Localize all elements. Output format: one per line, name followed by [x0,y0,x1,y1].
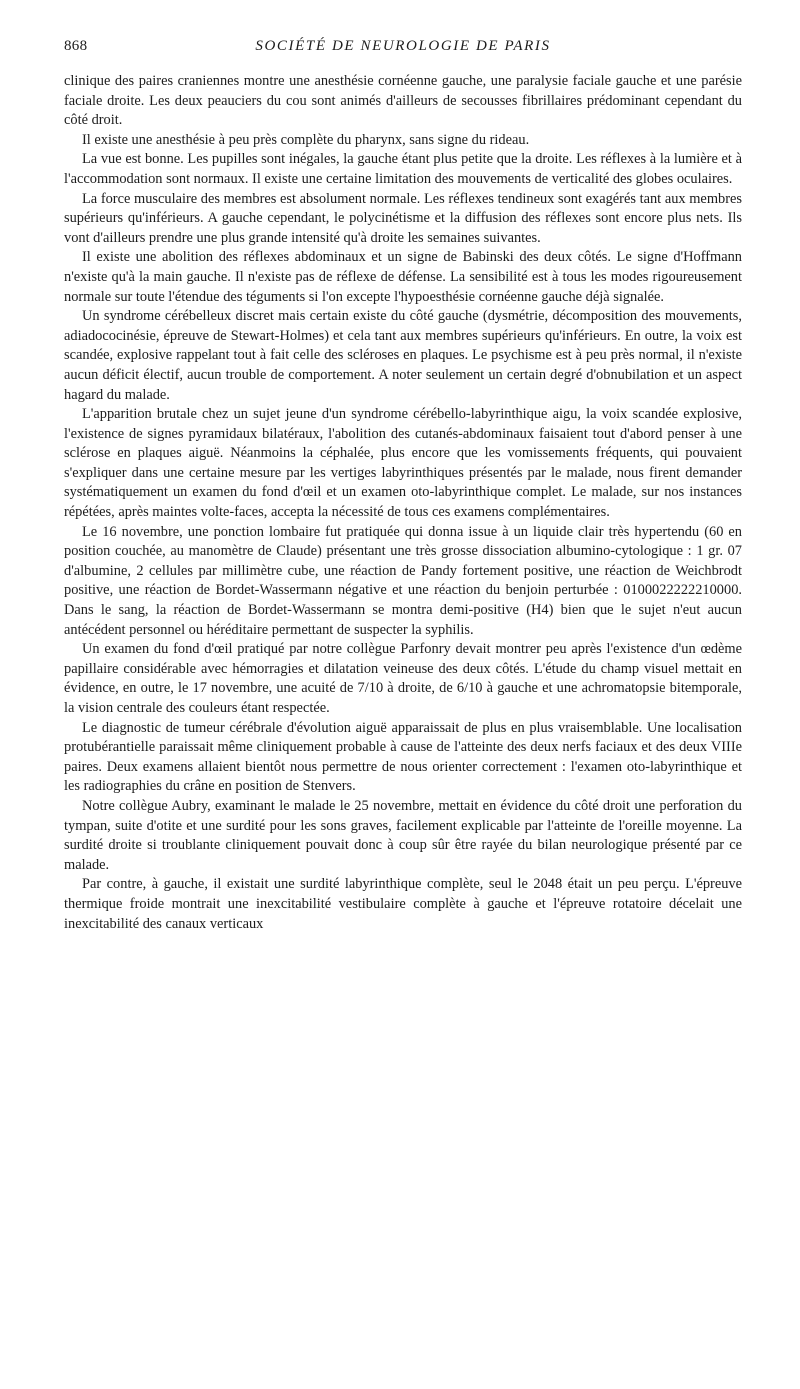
page-number: 868 [64,38,88,54]
document-page [64,38,742,934]
paragraph: Notre collègue Aubry, examinant le malade le 25 novembre, mettait en évidence du côté droit une perforation du tympan, suite d'otite et une surdité pour les sons graves, facilement explicable par l'atteinte de l'oreille moyenne. La surdité droite si troublante cliniquement pouvait donc à coup sûr être rayée du bilan neurologique présenté par ce malade. [64,797,742,873]
paragraph: Il existe une anesthésie à peu près complète du pharynx, sans signe du rideau. [82,131,530,148]
paragraph: Le 16 novembre, une ponction lombaire fut pratiquée qui donna issue à un liquide clair très hypertendu (60 en position couchée, au manomètre de Claude) présentant une très grosse dissociation albumino-cytologique : 1 gr. 07 d'albumine, 2 cellules par millimètre cube, une réaction de Pandy fortement positive, une réaction de Weichbrodt positive, une réaction de Bordet-Wassermann négative et une réaction du benjoin perturbée : 0100022222210000. Dans le sang, la réaction de Bordet-Wassermann se montra demi-positive (H4) bien que le sujet n'eut aucun antécédent personnel ou héréditaire permettant de suspecter la syphilis. [64,523,742,638]
running-head [64,38,742,64]
paragraph: Il existe une abolition des réflexes abdominaux et un signe de Babinski des deux côtés. Le signe d'Hoffmann n'existe qu'à la main gauche. Il n'existe pas de réflexe de défense. La sensibilité est à tous les modes rigoureusement normale sur toute l'étendue des téguments si l'on excepte l'hypoesthésie cornéenne gauche déjà signalée. [64,249,742,305]
running-title: SOCIÉTÉ DE NEUROLOGIE DE PARIS [255,38,551,54]
paragraph: Un examen du fond d'œil pratiqué par notre collègue Parfonry devait montrer peu après l'existence d'un œdème papillaire considérable avec hémorragies et dilatation veineuse des deux côtés. L'étude du champ visuel mettait en évidence, en outre, le 17 novembre, une acuité de 7/10 à droite, de 6/10 à gauche et une achromatopsie bitemporale, la vision centrale des couleurs étant respectée. [64,641,742,716]
paragraph: Un syndrome cérébelleux discret mais certain existe du côté gauche (dysmétrie, décomposition des mouvements, adiadococinésie, épreuve de Stewart-Holmes) et cela tant aux membres supérieurs qu'inférieurs. En outre, la voix est scandée, explosive rappelant tout à fait celle des scléroses en plaques. Le psychisme est à peu près normal, il n'existe aucun déficit électif, aucun trouble de comportement. A noter seulement un certain degré d'obnubilation et un aspect hagard du malade. [64,308,742,403]
paragraph: La vue est bonne. Les pupilles sont inégales, la gauche étant plus petite que la droite. Les réflexes à la lumière et à l'accommodation sont normaux. Il existe une certaine limitation des mouvements de verticalité des globes oculaires. [64,151,742,187]
body-text [64,72,742,934]
paragraph: La force musculaire des membres est absolument normale. Les réflexes tendineux sont exagérés tant aux membres supérieurs qu'inférieurs. A gauche cependant, le polycinétisme et la diffusion des réflexes sont encore plus nets. Ils vont d'ailleurs prendre une plus grande intensité qu'à droite les semaines suivantes. [64,190,742,246]
paragraph: Le diagnostic de tumeur cérébrale d'évolution aiguë apparaissait de plus en plus vraisemblable. Une localisation protubérantielle paraissait même cliniquement probable à cause de l'atteinte des deux nerfs faciaux et des deux VIIIe paires. Deux examens allaient bientôt nous permettre de nous orienter correctement : l'examen oto-labyrinthique et les radiographies du crâne en position de Stenvers. [64,719,742,795]
paragraph: Par contre, à gauche, il existait une surdité labyrinthique complète, seul le 2048 était un peu perçu. L'épreuve thermique froide montrait une inexcitabilité vestibulaire complète à gauche et l'épreuve rotatoire décelait une inexcitabilité des canaux verticaux [64,876,742,932]
paragraph: clinique des paires craniennes montre une anesthésie cornéenne gauche, une paralysie faciale gauche et une parésie faciale droite. Les deux peauciers du cou sont animés d'ailleurs de secousses fibrillaires prédominant cependant du côté droit. [64,73,742,129]
paragraph: L'apparition brutale chez un sujet jeune d'un syndrome cérébello-labyrinthique aigu, la voix scandée explosive, l'existence de signes pyramidaux bilatéraux, l'abolition des cutanés-abdominaux faisaient tout d'abord penser à une sclérose en plaques aiguë. Néanmoins la céphalée, plus encore que les vomissements fréquents, qui pouvaient s'expliquer dans une certaine mesure par les vertiges labyrinthiques présentés par le malade, nous firent demander systématiquement un examen du fond d'œil et un examen oto-labyrinthique complet. Le malade, sur nos instances répétées, après maintes volte-faces, accepta la nécessité de tous ces examens complémentaires. [64,406,742,521]
